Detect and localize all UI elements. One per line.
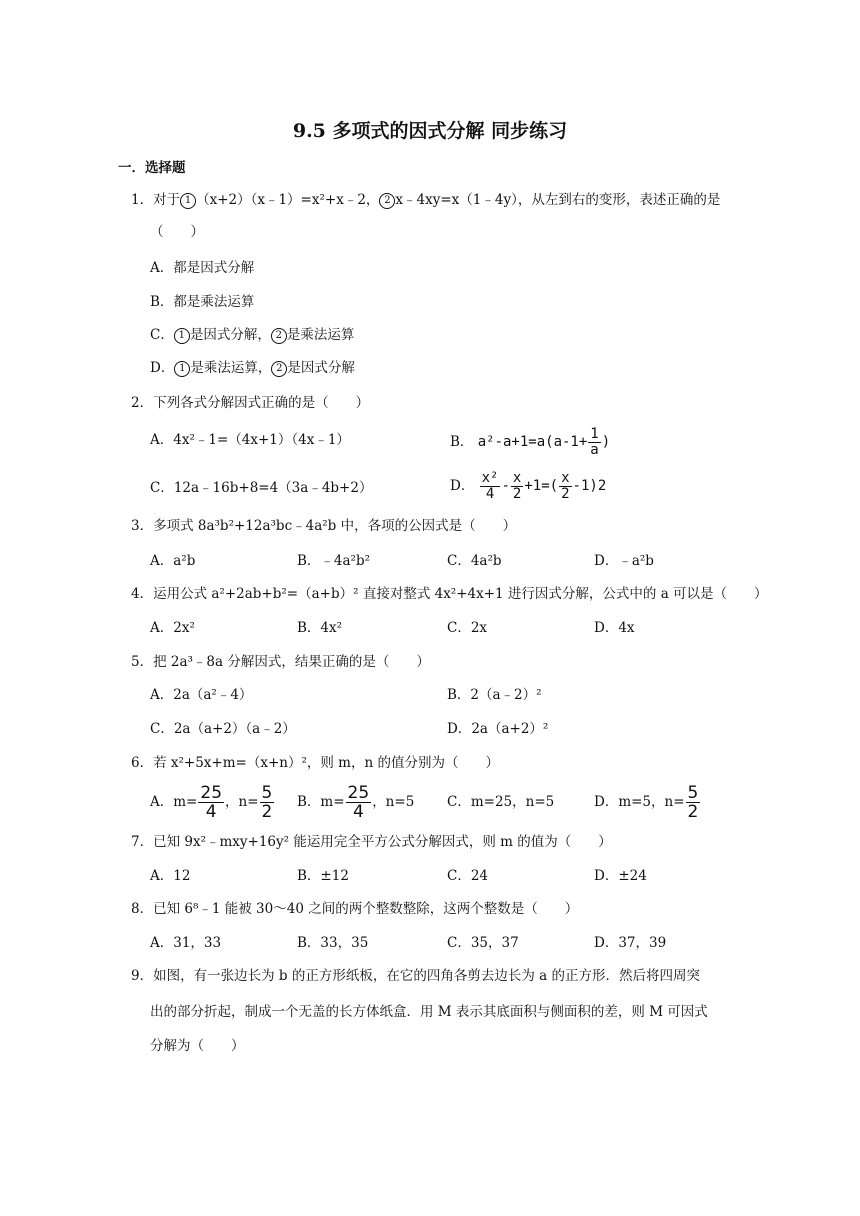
question-1-stem: 1．对于 1 （x+2）（x﹣1）=x²+x﹣2， 2 x﹣4xy=x（1﹣4y），从左到右的变形，表述正确的是 (131, 192, 721, 208)
circled-one-icon: 1 (174, 361, 190, 377)
circled-one-icon: 1 (174, 328, 190, 344)
option-5b: B．2（a﹣2）² (447, 687, 542, 703)
circled-two-icon: 2 (271, 361, 287, 377)
question-4-stem: 4．运用公式 a²+2ab+b²=（a+b）² 直接对整式 4x²+4x+1 进行因式分解，公式中的 a 可以是（ ） (131, 586, 768, 602)
option-1a: A．都是因式分解 (150, 260, 255, 276)
fraction: $\frac{25}{4}$ (200, 782, 223, 822)
option-6a: A．m= $\frac{25}{4}$ ，n= $\frac{5}{2}$ (150, 782, 273, 822)
option-6d: D．m=5，n= $\frac{5}{2}$ (594, 782, 699, 822)
option-8b: B．33，35 (297, 935, 369, 951)
option-5d: D．2a（a+2）² (447, 721, 549, 737)
fraction: $\frac{x}{2}$ (561, 469, 570, 502)
question-1-paren: （ ） (150, 224, 204, 240)
question-9-line-1: 9．如图，有一张边长为 b 的正方形纸板，在它的四角各剪去边长为 a 的正方形．然后将四周突 (131, 968, 700, 984)
question-9-line-2: 出的部分折起，制成一个无盖的长方体纸盒．用 M 表示其底面积与侧面积的差，则 M 可因式 (150, 1004, 708, 1020)
option-1b: B．都是乘法运算 (150, 294, 255, 310)
option-3c: C．4a²b (447, 553, 502, 569)
option-7c: C．24 (447, 868, 489, 884)
option-6c: C．m=25，n=5 (447, 794, 555, 810)
question-number: 1． (131, 192, 154, 208)
fraction: $\frac{25}{4}$ (347, 782, 370, 822)
option-2c: C．12a﹣16b+8=4（3a﹣4b+2） (150, 480, 373, 496)
question-5-stem: 5．把 2a³﹣8a 分解因式，结果正确的是（ ） (131, 654, 430, 670)
question-7-stem: 7．已知 9x²﹣mxy+16y² 能运用完全平方公式分解因式，则 m 的值为（ ） (131, 834, 612, 850)
option-1d: D． 1 是乘法运算， 2 是因式分解 (150, 360, 355, 376)
option-2b: B． a²-a+1=a(a-1+ $\frac{1}{a}$ ) (450, 425, 611, 458)
option-3d: D．﹣a²b (594, 553, 654, 569)
option-4b: B．4x² (297, 620, 343, 636)
option-5a: A．2a（a²﹣4） (150, 687, 253, 703)
question-6-stem: 6．若 x²+5x+m=（x+n）²，则 m，n 的值分别为（ ） (131, 755, 499, 771)
option-3b: B．﹣4a²b² (297, 553, 371, 569)
option-3a: A．a²b (150, 553, 196, 569)
question-8-stem: 8．已知 6⁸﹣1 能被 30～40 之间的两个整数整除，这两个整数是（ ） (131, 901, 579, 917)
question-9-line-3: 分解为（ ） (150, 1038, 245, 1054)
option-2a: A．4x²﹣1=（4x+1）（4x﹣1） (150, 432, 350, 448)
page-title: 9.5 多项式的因式分解 同步练习 (292, 120, 568, 142)
option-2d: D． $\frac{\text{x²}}{4}$ - $\frac{x}{2}$ +1=( $\frac{x}{2}$ -1) 2 (450, 469, 607, 502)
option-7d: D．±24 (594, 868, 647, 884)
option-7b: B．±12 (297, 868, 349, 884)
option-8c: C．35，37 (447, 935, 519, 951)
option-4d: D．4x (594, 620, 635, 636)
fraction: $\frac{5}{2}$ (261, 782, 273, 822)
section-heading: 一．选择题 (118, 160, 186, 176)
option-1c: C． 1 是因式分解， 2 是乘法运算 (150, 327, 355, 343)
question-2-stem: 2．下列各式分解因式正确的是（ ） (131, 395, 370, 411)
option-4c: C．2x (447, 620, 488, 636)
option-6b: B．m= $\frac{25}{4}$ ，n=5 (297, 782, 415, 822)
question-3-stem: 3．多项式 8a³b²+12a³bc﹣4a²b 中，各项的公因式是（ ） (131, 518, 517, 534)
option-8a: A．31，33 (150, 935, 222, 951)
option-7a: A．12 (150, 868, 191, 884)
circled-one-icon: 1 (180, 193, 196, 209)
fraction: $\frac{\text{x²}}{4}$ (481, 469, 499, 502)
circled-two-icon: 2 (271, 328, 287, 344)
option-4a: A．2x² (150, 620, 195, 636)
circled-two-icon: 2 (379, 193, 395, 209)
option-5c: C．2a（a+2）（a﹣2） (150, 721, 296, 737)
option-8d: D．37，39 (594, 935, 667, 951)
fraction: $\frac{1}{a}$ (590, 425, 599, 458)
fraction: $\frac{5}{2}$ (687, 782, 699, 822)
fraction: $\frac{x}{2}$ (512, 469, 522, 502)
